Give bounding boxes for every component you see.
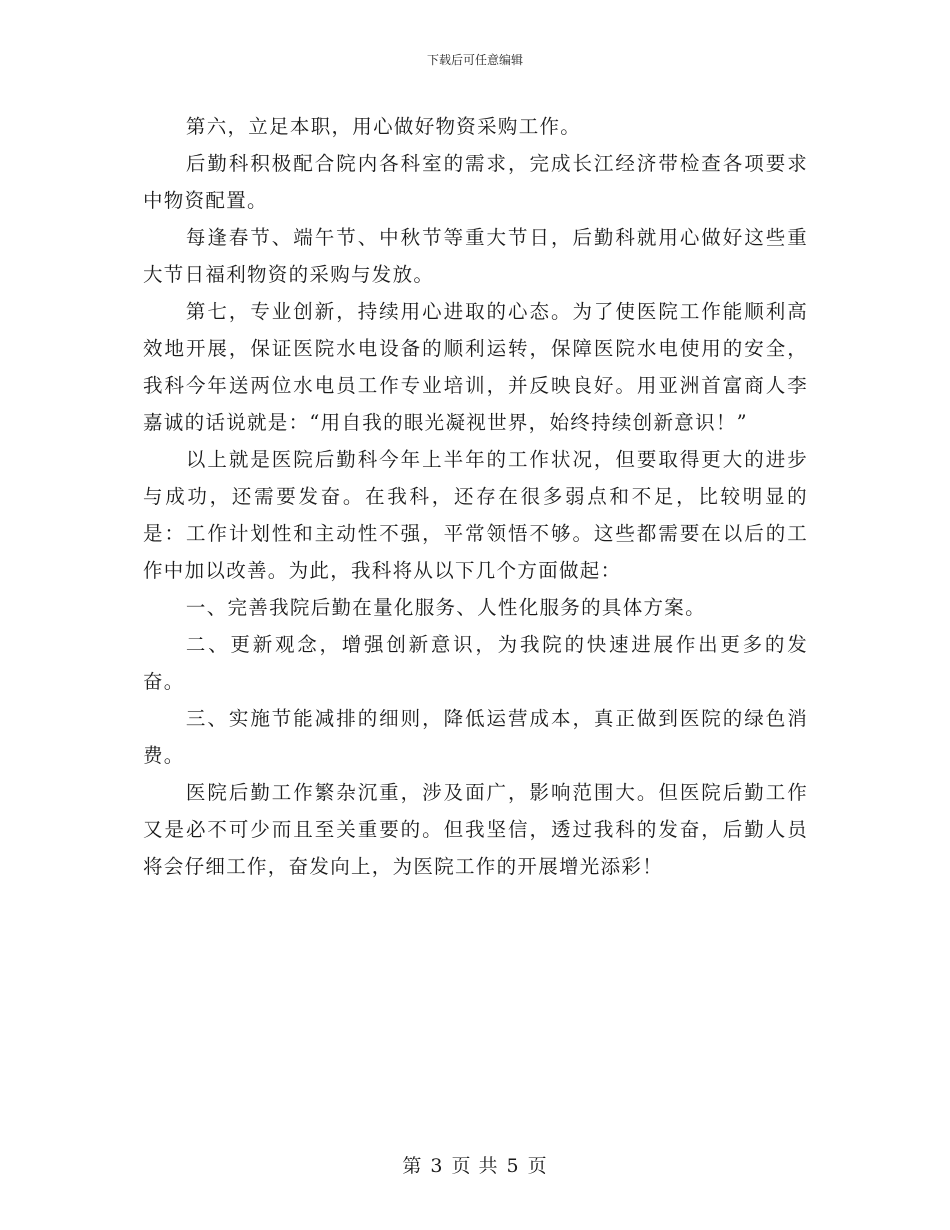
paragraph: 医院后勤工作繁杂沉重，涉及面广，影响范围大。但医院后勤工作又是必不可少而且至关重要的。但我坚信，透过我科的发奋，后勤人员将会仔细工作，奋发向上，为医院工作的开展增光添彩！ — [143, 781, 808, 878]
paragraph: 每逢春节、端午节、中秋节等重大节日，后勤科就用心做好这些重大节日福利物资的采购与发放。 — [143, 226, 808, 286]
current-page-number: 3 — [430, 1155, 444, 1177]
total-page-count: 5 — [506, 1155, 520, 1177]
document-body — [143, 108, 808, 885]
paragraph: 三、实施节能减排的细则，降低运营成本，真正做到医院的绿色消费。 — [143, 707, 808, 767]
page-header-note: 下载后可任意编辑 — [426, 53, 523, 67]
page-suffix: 页 — [527, 1155, 548, 1177]
paragraph: 以上就是医院后勤科今年上半年的工作状况，但要取得更大的进步与成功，还需要发奋。在我科，还存在很多弱点和不足，比较明显的是：工作计划性和主动性不强，平常领悟不够。这些都需要在以后的工作中加以改善。为此，我科将从以下几个方面做起： — [143, 448, 808, 582]
paragraph: 二、更新观念，增强创新意识，为我院的快速进展作出更多的发奋。 — [143, 633, 808, 693]
paragraph: 第七，专业创新，持续用心进取的心态。为了使医院工作能顺利高效地开展，保证医院水电设备的顺利运转，保障医院水电使用的安全，我科今年送两位水电员工作专业培训，并反映良好。用亚洲首富商人李嘉诚的话说就是：“用自我的眼光凝视世界，始终持续创新意识！” — [143, 300, 808, 434]
page-of-label: 页 共 — [451, 1155, 499, 1177]
paragraph: 后勤科积极配合院内各科室的需求，完成长江经济带检查各项要求中物资配置。 — [143, 152, 808, 212]
page-prefix: 第 — [402, 1155, 423, 1177]
paragraph: 第六，立足本职，用心做好物资采购工作。 — [185, 115, 582, 138]
page-number-footer — [0, 1154, 950, 1178]
paragraph: 一、完善我院后勤在量化服务、人性化服务的具体方案。 — [185, 596, 706, 619]
